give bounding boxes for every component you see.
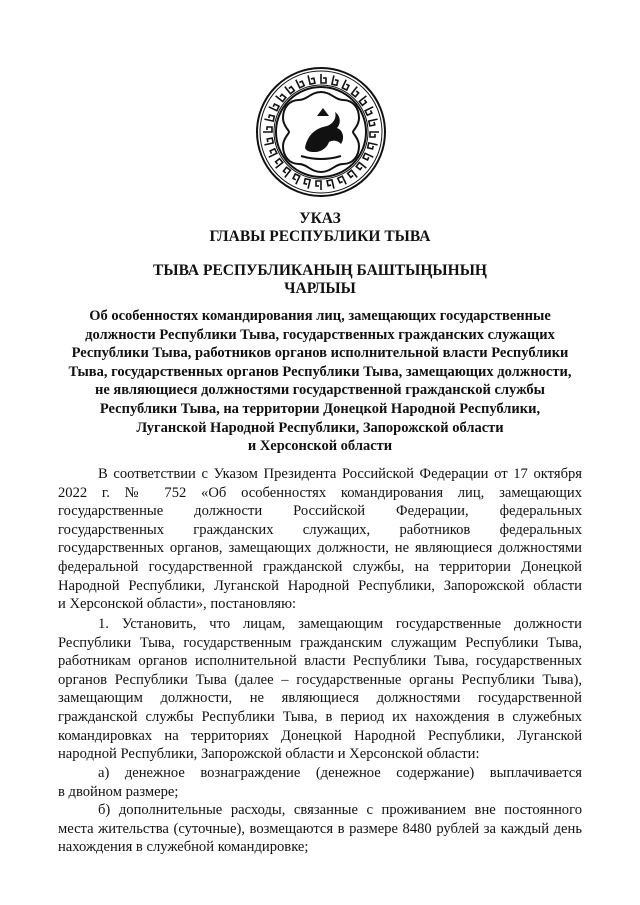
subject-line: Республики Тыва, работников органов исполнительной власти Республики xyxy=(71,345,569,362)
text-line: государственных органов, замещающих должности, не являющиеся должностями xyxy=(58,540,582,557)
text-line: работникам органов исполнительной власти Республики Тыва, государственных xyxy=(58,653,582,670)
ornament-segment xyxy=(273,159,283,169)
ornament-segment xyxy=(338,176,346,186)
ornament-segment xyxy=(327,180,334,190)
ornament-segment xyxy=(359,96,369,106)
subject-line: не являющиеся должностями государственной гражданской службы xyxy=(95,382,545,399)
subitem-b-paragraph xyxy=(58,801,582,857)
ornament-segment xyxy=(281,167,291,177)
item-1-paragraph xyxy=(58,615,582,764)
ornament-segment xyxy=(291,174,299,184)
text-line: государственные должности Российской Федерации, федеральных xyxy=(58,503,582,520)
text-line: Республики Тыва, государственным гражданским служащим Республики Тыва, xyxy=(58,634,582,651)
ornament-segment xyxy=(308,74,315,84)
ornament-segment xyxy=(285,84,295,94)
ornament-segment xyxy=(263,138,273,145)
republic-emblem-icon xyxy=(255,66,387,198)
ornament-segment xyxy=(263,127,272,132)
ornament-segment xyxy=(296,78,304,88)
text-line: командировках на территориях Донецкой Народной Республики, Луганской xyxy=(58,727,582,744)
ornament-segment xyxy=(352,87,362,97)
ornament-segment xyxy=(368,143,378,150)
text-line: народной Республики, Запорожской области и Херсонской области: xyxy=(58,746,480,763)
text-line: в двойном размере; xyxy=(58,783,179,800)
text-line: б) дополнительные расходы, связанные с проживанием вне постоянного xyxy=(98,802,582,818)
text-line: а) денежное вознаграждение (денежное содержание) выплачивается xyxy=(98,765,582,781)
subject-line: Тыва, государственных органов Республики Тыва, замещающих должности, xyxy=(68,363,572,380)
text-line: 2022 г. № 752 «Об особенностях командирования лиц, замещающих xyxy=(58,484,582,501)
decree-subject xyxy=(58,307,582,456)
text-line: органов Республики Тыва (далее – государственные органы Республики Тыва), xyxy=(58,671,582,688)
ornament-segment xyxy=(264,114,274,121)
text-line: 1. Установить, что лицам, замещающим государственные должности xyxy=(98,616,582,632)
decree-title-tuvan: ТЫВА РЕСПУБЛИКАНЫҢ БАШТЫҢЫНЫҢ xyxy=(153,262,487,279)
ornament-segment xyxy=(356,163,366,173)
text-line: нахождения в служебной командировке; xyxy=(58,839,309,856)
ornament-segment xyxy=(365,107,375,115)
subject-line: должности Республики Тыва, государственных гражданских служащих xyxy=(85,326,555,343)
subject-line: Луганской Народной Республики, Запорожской области xyxy=(136,419,504,436)
ornament-segment xyxy=(276,92,286,102)
decree-title: УКАЗ xyxy=(299,210,341,227)
text-line: места жительства (суточные), возмещаются в размере 8480 рублей за каждый день xyxy=(58,820,582,837)
ornament-segment xyxy=(321,74,326,83)
ornament-segment xyxy=(348,170,358,180)
ornament-segment xyxy=(363,153,373,161)
ornament-segment xyxy=(269,102,279,110)
ornament-segment xyxy=(342,80,350,90)
text-line: замещающим должности, не являющиеся должностями государственной xyxy=(58,690,582,707)
ornament-segment xyxy=(369,119,379,126)
preamble-paragraph xyxy=(58,465,582,614)
ornament-segment xyxy=(267,149,277,157)
text-line: государственных гражданских служащих, работников федеральных xyxy=(58,521,582,538)
subject-line: Республики Тыва, на территории Донецкой Народной Республики, xyxy=(99,400,541,417)
subject-line: Об особенностях командирования лиц, замещающих государственные xyxy=(89,308,551,324)
ornament-segment xyxy=(303,179,310,189)
decree-issuer: ГЛАВЫ РЕСПУБЛИКИ ТЫВА xyxy=(209,228,431,245)
text-line: В соответствии с Указом Президента Российской Федерации от 17 октября xyxy=(98,466,582,482)
decree-issuer-tuvan: ЧАРЛЫЫ xyxy=(284,280,356,297)
text-line: Народной Республики, Луганской Народной Республики, Запорожской области xyxy=(58,577,582,594)
text-line: федеральной государственной гражданской службы, на территории Донецкой xyxy=(58,558,582,575)
text-line: и Херсонской области», постановляю: xyxy=(58,596,297,613)
subitem-a-paragraph xyxy=(58,764,582,801)
ornament-segment xyxy=(316,181,321,190)
subject-line: и Херсонской области xyxy=(247,438,393,455)
ornament-segment xyxy=(370,132,379,137)
ornament-segment xyxy=(332,75,339,85)
text-line: гражданской службы Республики Тыва, в период их нахождения в служебных xyxy=(58,708,582,725)
